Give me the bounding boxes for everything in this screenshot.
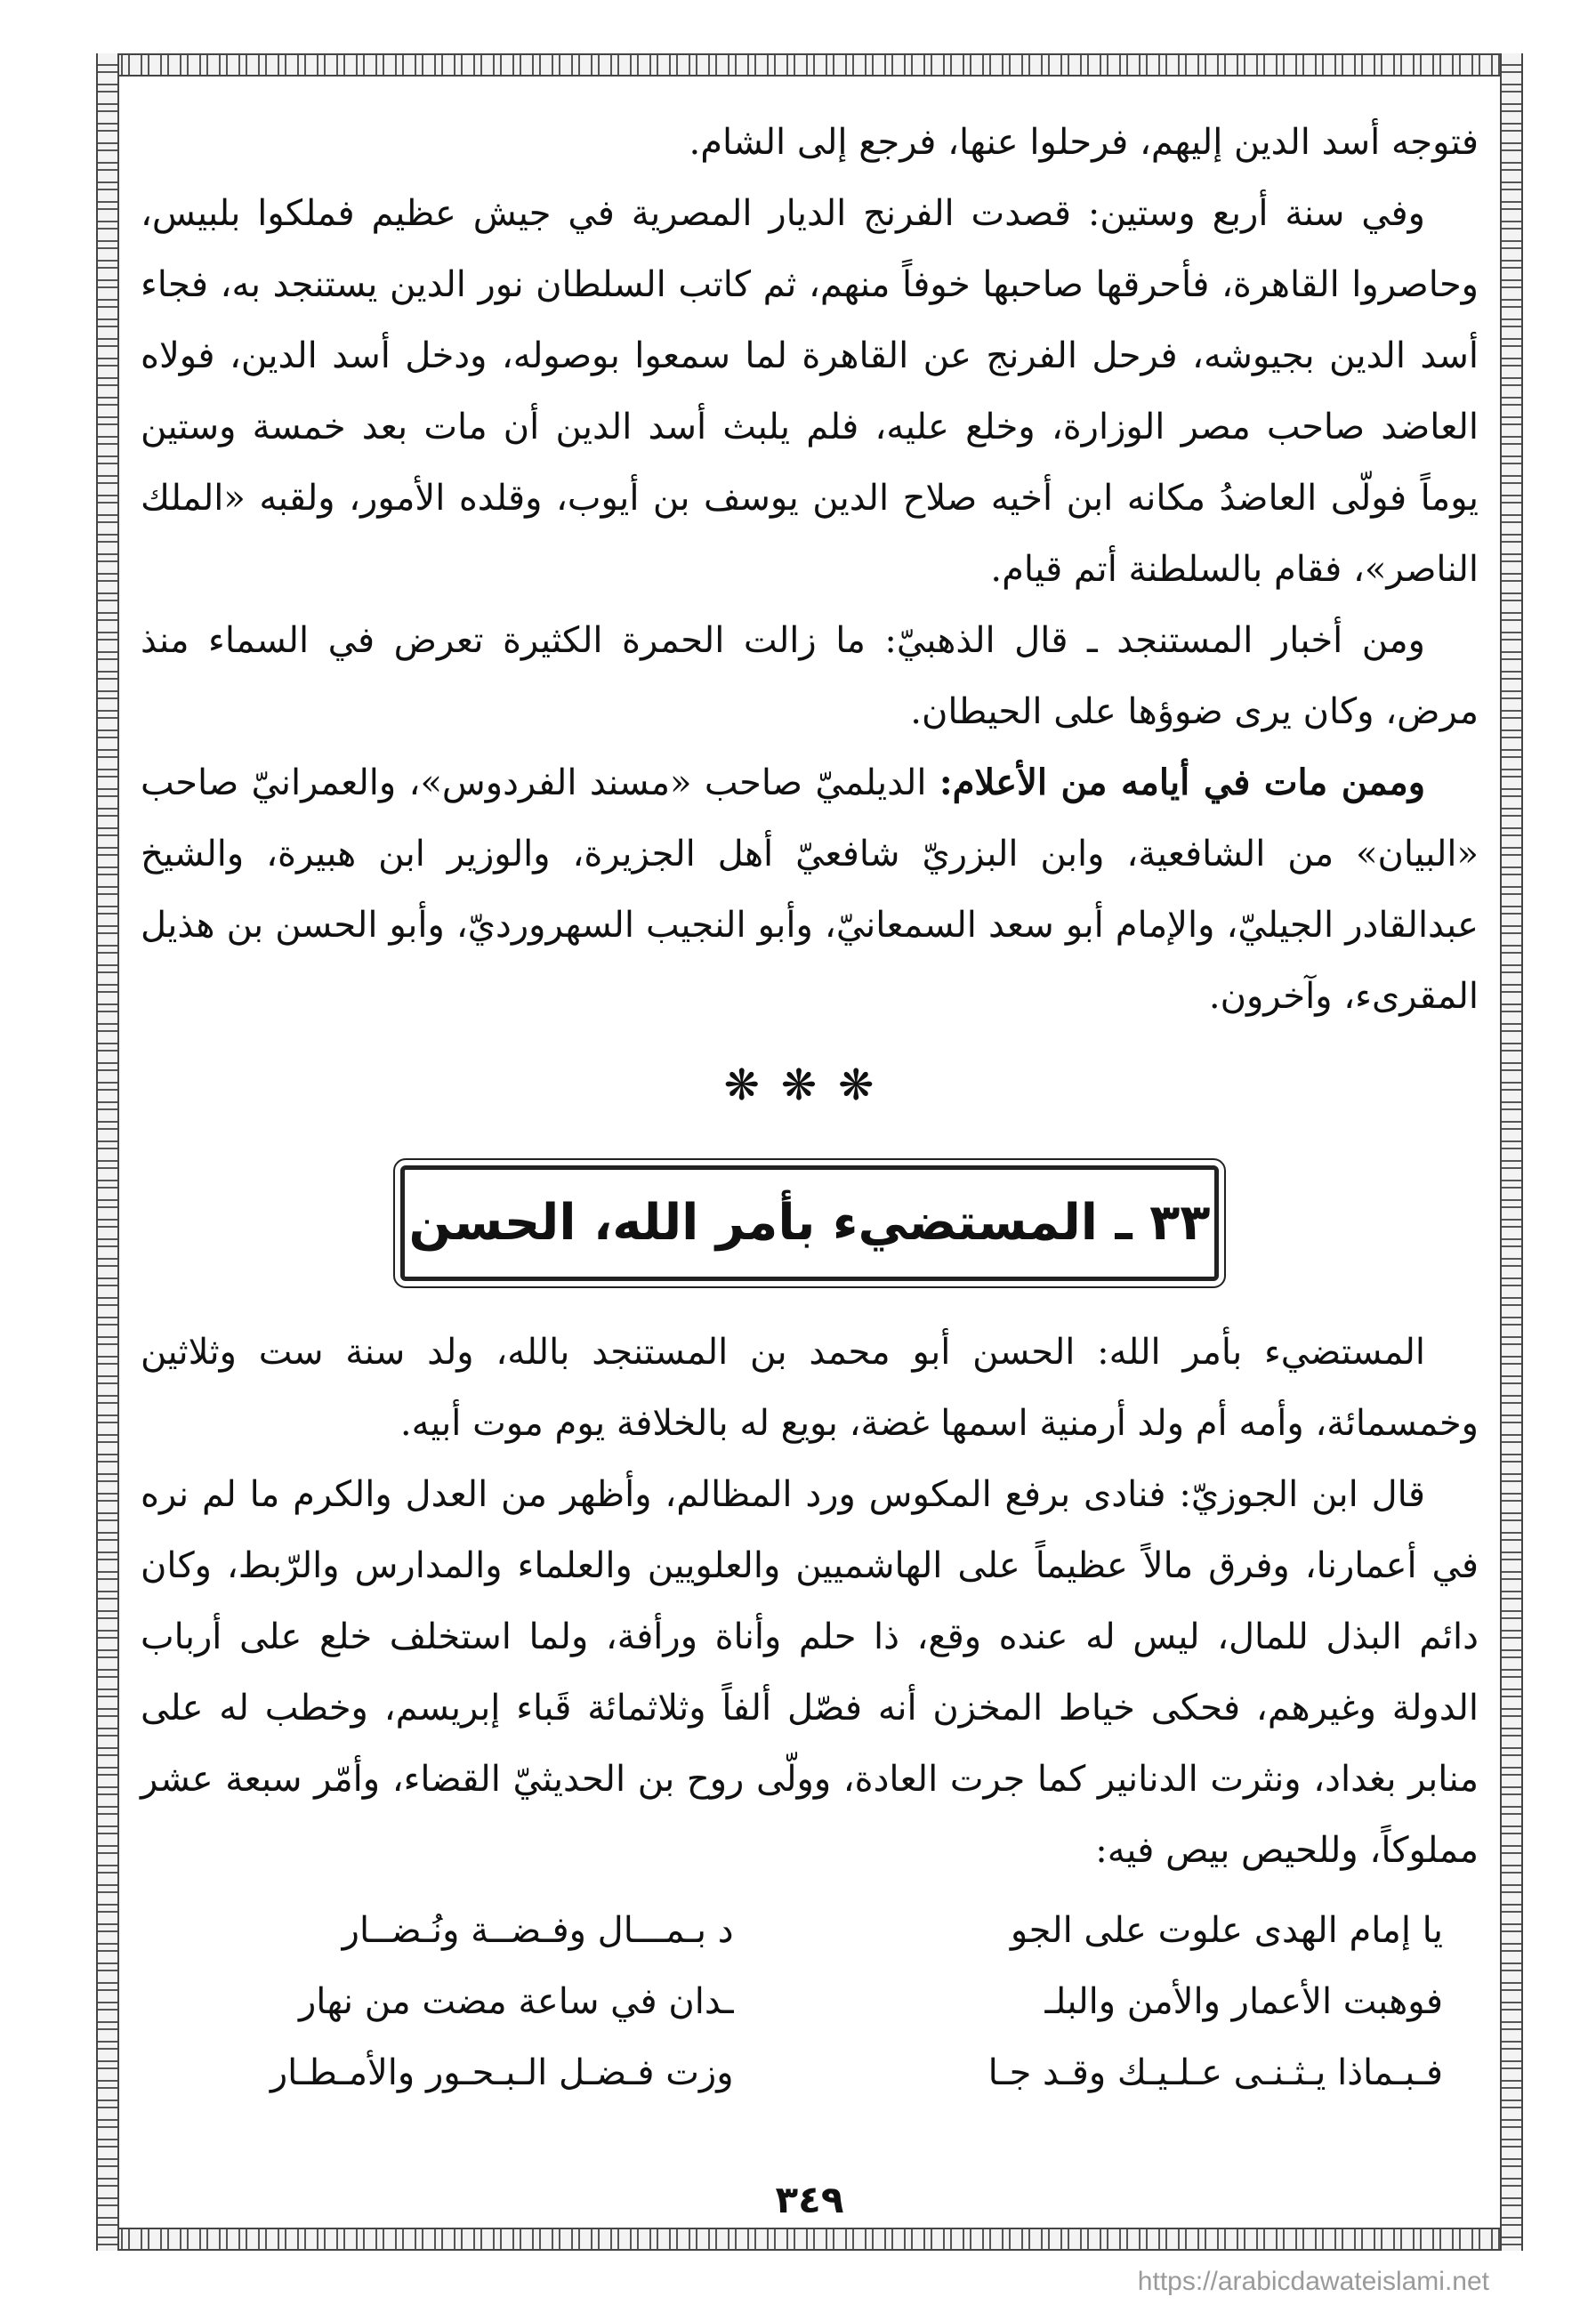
paragraph-5: المستضيء بأمر الله: الحسن أبو محمد بن المستنجد بالله، ولد سنة ست وثلاثين وخمسمائة، وأمه أم ولد أرمنية اسمها غضة، بويع له بالخلافة يوم موت أبيه. [141, 1332, 1479, 1444]
poem-hemistich-first: فوهبت الأعمار والأمن والبلـ [1044, 1981, 1443, 2022]
section-title-frame [141, 1165, 1479, 1281]
poem-verse [141, 1895, 1479, 1966]
section-title: ٣٣ ـ المستضيء بأمر الله، الحسن [408, 1194, 1211, 1252]
paragraph-4 [141, 747, 1479, 1032]
poem-hemistich-second: د بـمـــال وفـضــة ونُـضــار [342, 1910, 734, 1951]
watermark-url: https://arabicdawateislami.net [1137, 2267, 1489, 2296]
page-body [141, 107, 1479, 2108]
poem-hemistich-second: وزت فـضـل الـبـحـور والأمـطـار [270, 2052, 734, 2093]
ornamental-border-left [96, 53, 119, 2251]
poem-hemistich-first: يا إمام الهدى علوت على الجو [1010, 1910, 1443, 1951]
paragraph-2: وفي سنة أربع وستين: قصدت الفرنج الديار المصرية في جيش عظيم فملكوا بلبيس، وحاصروا القاهرة، فأحرقها صاحبها خوفاً منهم، ثم كاتب السلطان نور الدين يستنجد به، فجاء أسد الدين بجيوشه، فرحل الفرنج عن القاهرة لما سمعوا بوصوله، ودخل أسد الدين، فولاه العاضد صاحب مصر الوزارة، وخلع عليه، فلم يلبث أسد الدين أن مات بعد خمسة وستين يوماً فولّى العاضدُ مكانه ابن أخيه صلاح الدين يوسف بن أيوب، وقلده الأمور، ولقبه «الملك الناصر»، فقام بالسلطنة أتم قيام. [141, 193, 1479, 590]
paragraph-1: فتوجه أسد الدين إليهم، فرحلوا عنها، فرجع إلى الشام. [689, 122, 1479, 163]
paragraph-4-body: الديلميّ صاحب «مسند الفردوس»، والعمرانيّ صاحب «البيان» من الشافعية، وابن البزريّ شافعيّ أهل الجزيرة، والوزير ابن هبيرة، والشيخ عبدالقادر الجيليّ، والإمام أبو سعد السمعانيّ، وأبو النجيب السهرورديّ، وأبو الحسن بن هذيل المقرىء، وآخرون. [141, 762, 1479, 1017]
poem [141, 1895, 1479, 2108]
poem-verse [141, 2037, 1479, 2108]
section-separator: ❋❋❋ [723, 1060, 896, 1110]
poem-hemistich-first: فـبـماذا يـثـنـى عـلـيـك وقـد جـا [987, 2052, 1443, 2093]
paragraph-3: ومن أخبار المستنجد ـ قال الذهبيّ: ما زالت الحمرة الكثيرة تعرض في السماء منذ مرض، وكان يرى ضوؤها على الحيطان. [141, 620, 1479, 732]
ornamental-border-right [1500, 53, 1523, 2251]
paragraph-4-lead: وممن مات في أيامه من الأعلام: [939, 762, 1426, 803]
paragraph-6: قال ابن الجوزيّ: فنادى برفع المكوس ورد المظالم، وأظهر من العدل والكرم ما لم نره في أعمارنا، وفرق مالاً عظيماً على الهاشميين والعلويين والعلماء والمدارس والرّبط، وكان دائم البذل للمال، ليس له عنده وقع، ذا حلم وأناة ورأفة، ولما استخلف خلع على أرباب الدولة وغيرهم، فحكى خياط المخزن أنه فصّل ألفاً وثلاثمائة قَباء إبريسم، وخطب له على منابر بغداد، ونثرت الدنانير كما جرت العادة، وولّى روح بن الحديثيّ القضاء، وأمّر سبعة عشر مملوكاً، وللحيص بيص فيه: [141, 1474, 1479, 1871]
ornamental-border-bottom [96, 2228, 1523, 2251]
section-title-box [400, 1165, 1219, 1281]
page-border [96, 53, 1523, 2251]
poem-hemistich-second: ـدان في ساعة مضت من نهار [298, 1981, 734, 2022]
page-number: ٣٤٩ [775, 2178, 844, 2221]
poem-verse [141, 1966, 1479, 2037]
ornamental-border-top [96, 53, 1523, 77]
